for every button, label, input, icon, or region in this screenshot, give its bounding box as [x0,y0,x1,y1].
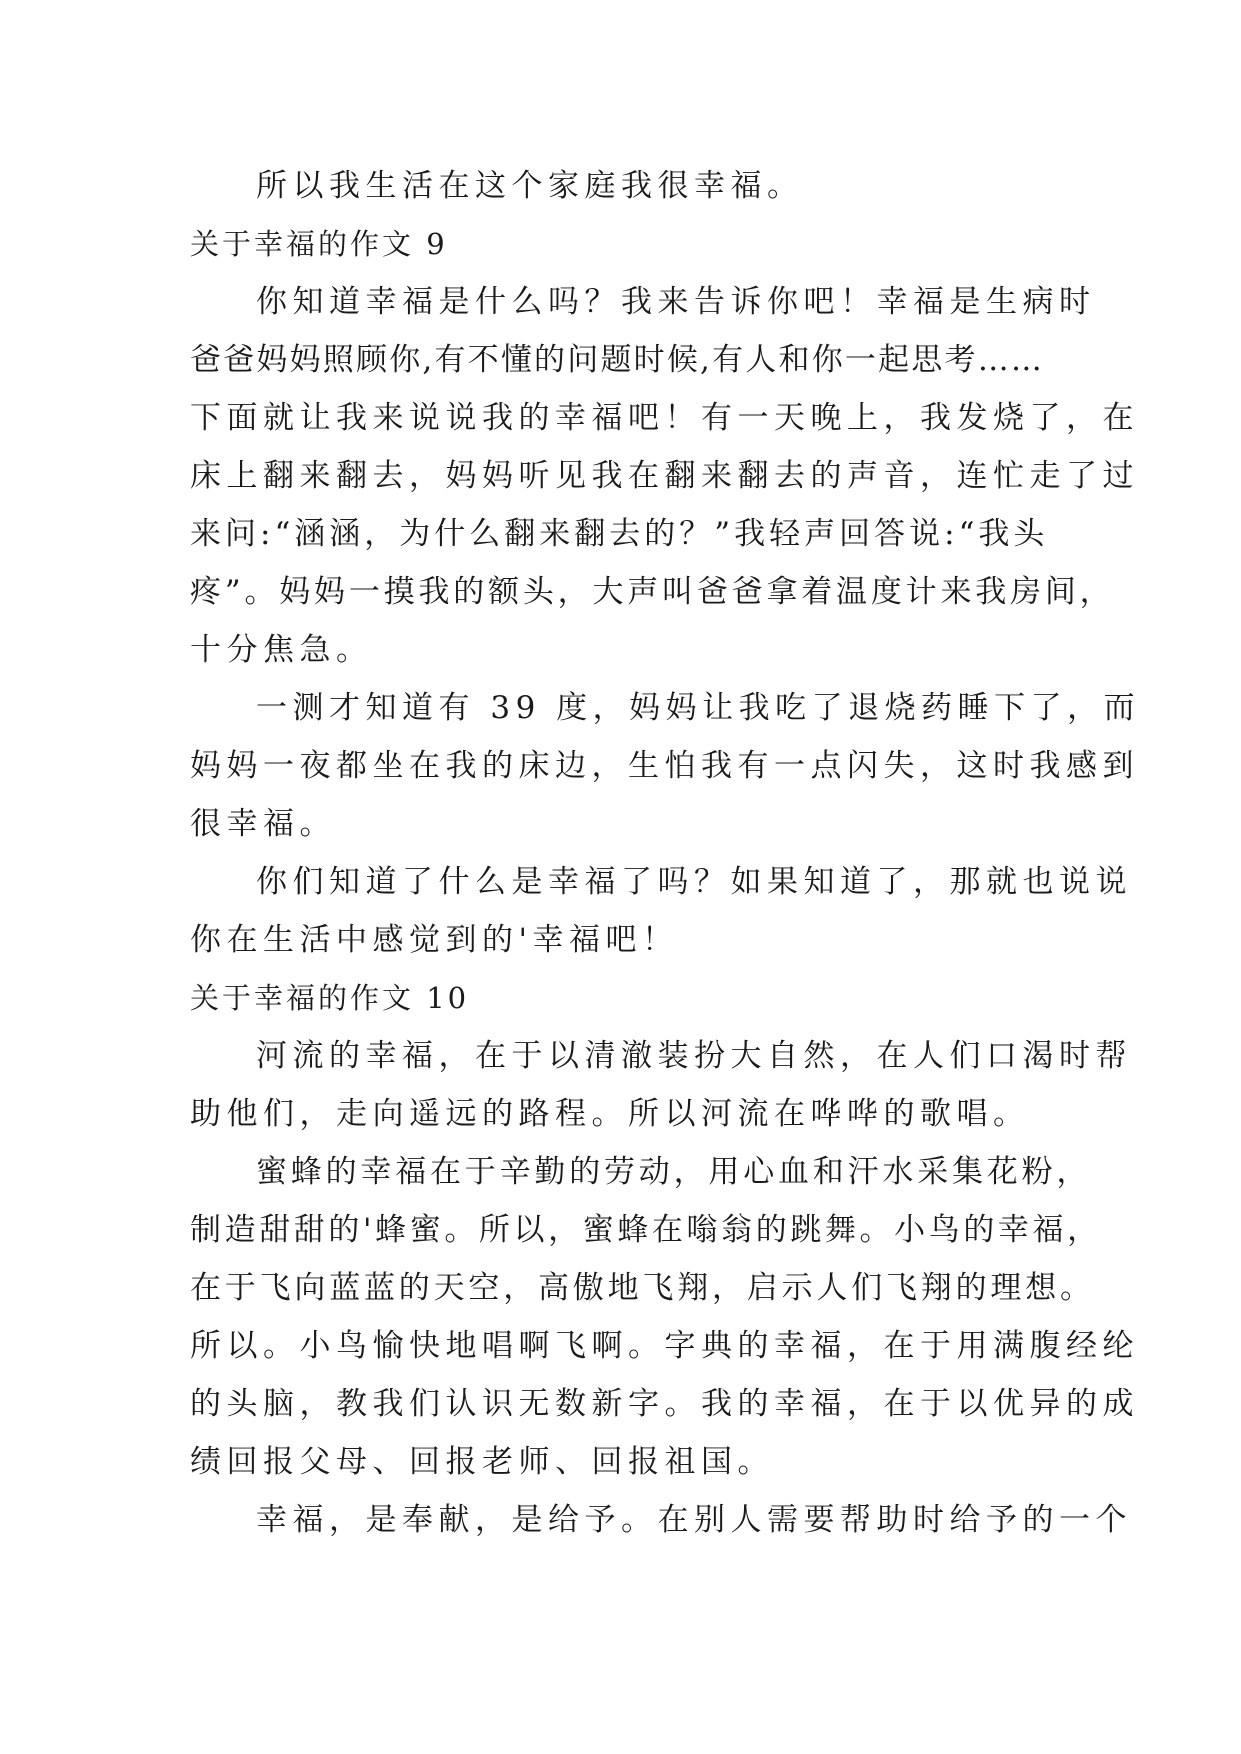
paragraph-line: 妈妈一夜都坐在我的床边，生怕我有一点闪失，这时我感到 [190,748,1139,784]
paragraph-line: 的头脑，教我们认识无数新字。我的幸福，在于以优异的成 [190,1386,1139,1422]
paragraph-line: 你知道幸福是什么吗？我来告诉你吧！幸福是生病时 [256,284,1096,320]
paragraph-line: 你们知道了什么是幸福了吗？如果知道了，那就也说说 [256,864,1132,900]
paragraph-line: 河流的幸福，在于以清澈装扮大自然，在人们口渴时帮 [256,1038,1132,1074]
paragraph-line: 床上翻来翻去，妈妈听见我在翻来翻去的声音，连忙走了过 [190,458,1139,494]
paragraph-line: 幸福，是奉献，是给予。在别人需要帮助时给予的一个 [256,1502,1132,1538]
paragraph-line: 疼”。妈妈一摸我的额头，大声叫爸爸拿着温度计来我房间， [190,574,1115,610]
paragraph-line: 所以。小鸟愉快地唱啊飞啊。字典的幸福，在于用满腹经纶 [190,1328,1139,1364]
paragraph-line: 在于飞向蓝蓝的天空，高傲地飞翔，启示人们飞翔的理想。 [190,1270,1095,1306]
paragraph-line: 所以我生活在这个家庭我很幸福。 [256,168,804,204]
paragraph-line: 很幸福。 [190,806,336,842]
paragraph-line: 下面就让我来说说我的幸福吧！有一天晚上，我发烧了，在 [190,400,1139,436]
essay-heading: 关于幸福的作文 10 [190,981,470,1015]
paragraph-line: 制造甜甜的'蜂蜜。所以，蜜蜂在嗡翁的跳舞。小鸟的幸福， [190,1212,1102,1248]
document-body [190,157,1141,1549]
paragraph-line: 来问:“涵涵，为什么翻来翻去的？”我轻声回答说:“我头 [190,516,1049,552]
paragraph-line: 爸爸妈妈照顾你,有不懂的问题时候,有人和你一起思考…… [190,342,1045,378]
paragraph-line: 十分焦急。 [190,632,373,668]
essay-heading: 关于幸福的作文 9 [190,227,448,261]
paragraph-line: 蜜蜂的幸福在于辛勤的劳动，用心血和汗水采集花粉， [256,1154,1092,1190]
paragraph-line: 一测才知道有 39 度，妈妈让我吃了退烧药睡下了，而 [256,690,1141,726]
paragraph-line: 助他们，走向遥远的路程。所以河流在哗哗的歌唱。 [190,1096,1030,1132]
paragraph-line: 你在生活中感觉到的'幸福吧！ [190,922,679,958]
paragraph-line: 绩回报父母、回报老师、回报祖国。 [190,1444,774,1480]
